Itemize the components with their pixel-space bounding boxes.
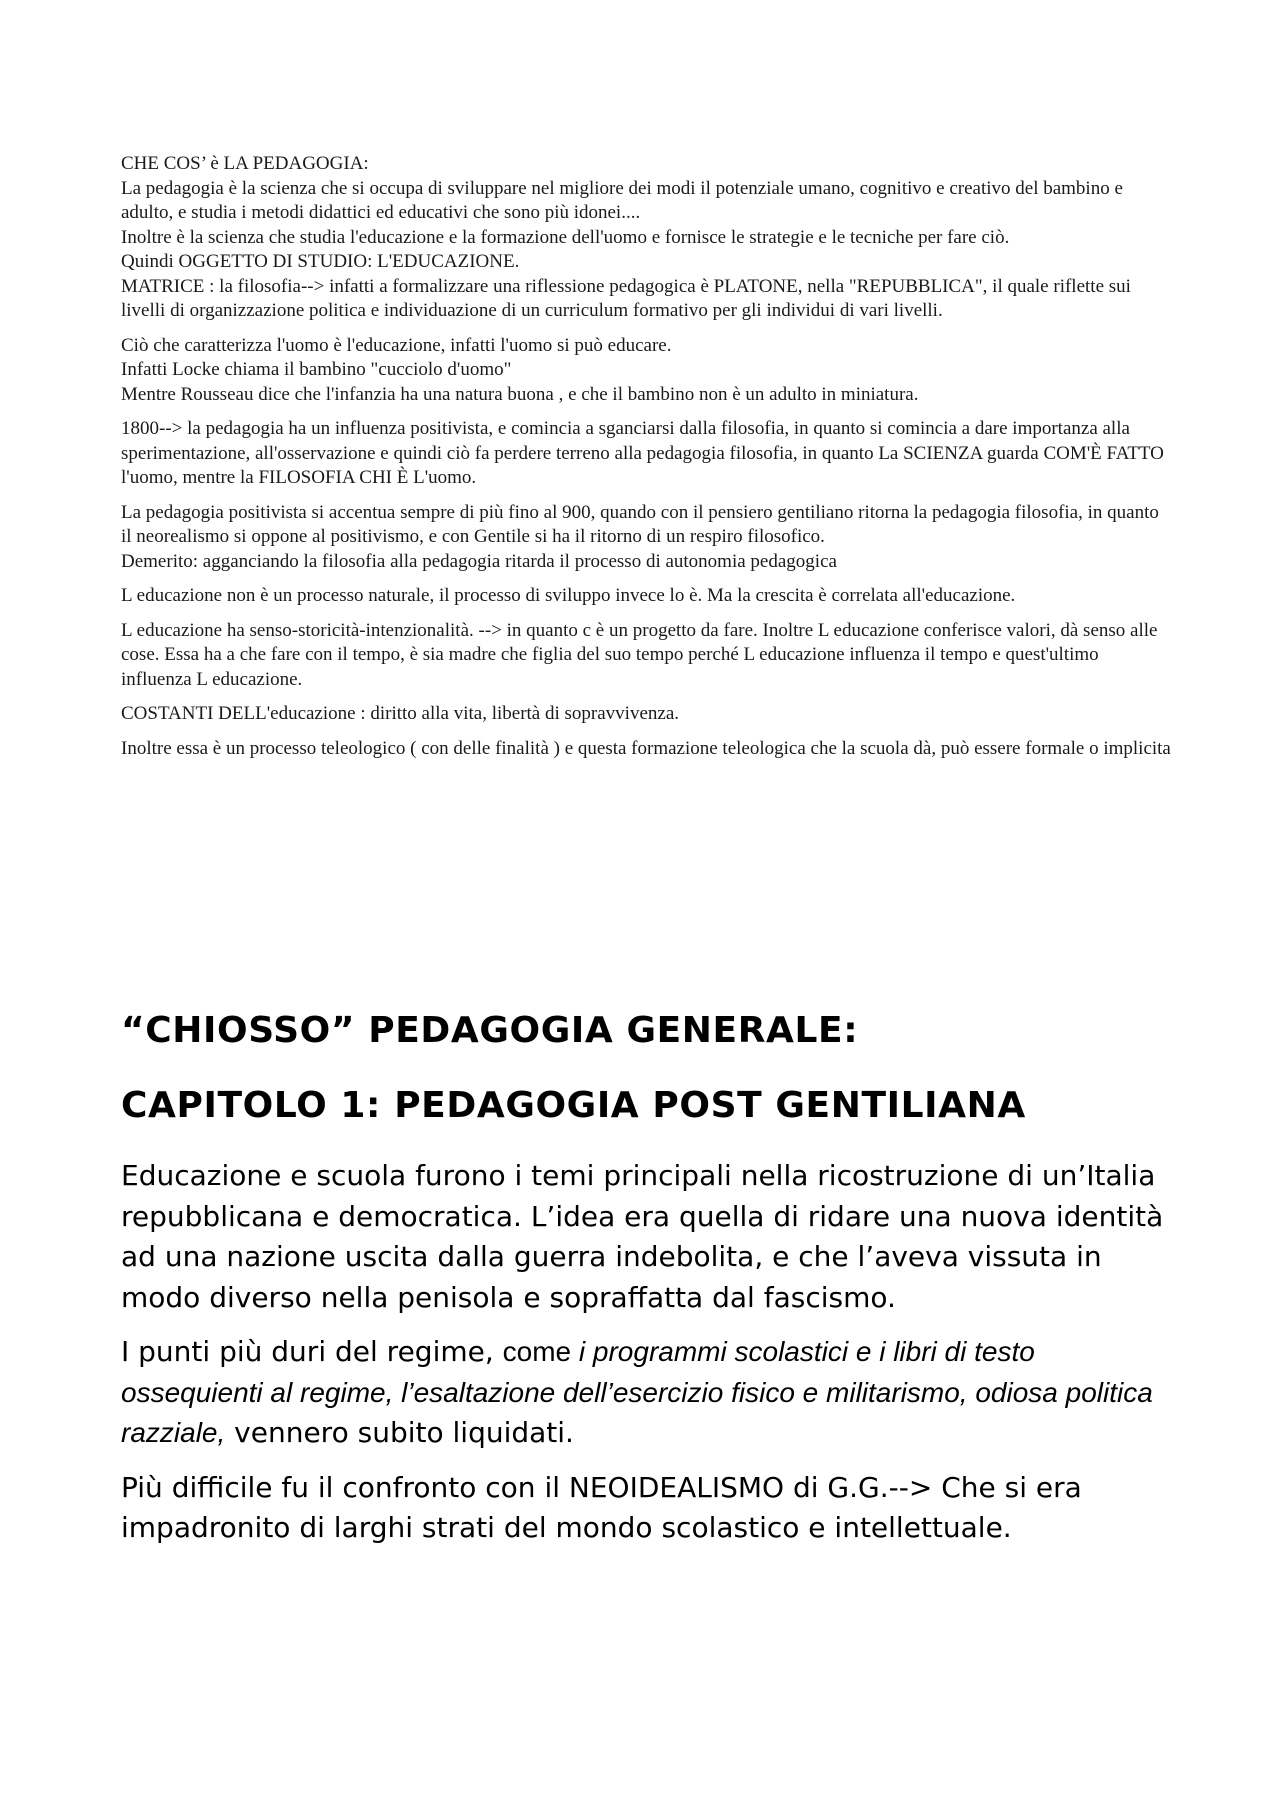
notes-paragraph: La pedagogia positivista si accentua sempre di più fino al 900, quando con il pensiero gentiliano ritorna la pedagogia filosofia, in quanto il neorealismo si oppone al positivismo, e con Gentile si ha il ritorno di un respiro filosofico.	[121, 501, 1159, 547]
notes-paragraph: 1800--> la pedagogia ha un influenza positivista, e comincia a sganciarsi dalla filosofia, in quanto si comincia a dare importanza alla sperimentazione, all'osservazione e quindi ciò fa perdere terreno alla pedagogia filosofia, in quanto La SCIENZA guarda COM'È FATTO l'uomo, mentre la FILOSOFIA CHI È L'uomo.	[121, 418, 1164, 488]
notes-paragraph: La pedagogia è la scienza che si occupa di sviluppare nel migliore dei modi il potenziale umano, cognitivo e creativo del bambino e adulto, e studia i metodi didattici ed educativi che sono più idonei....	[121, 177, 1123, 223]
notes-paragraph: COSTANTI DELL'educazione : diritto alla vita, libertà di sopravvivenza.	[121, 703, 680, 724]
notes-paragraph: Infatti Locke chiama il bambino "cucciolo d'uomo"	[121, 359, 512, 380]
chapter-paragraph	[121, 1332, 1181, 1454]
notes-paragraph: Mentre Rousseau dice che l'infanzia ha una natura buona , e che il bambino non è un adulto in miniatura.	[121, 383, 919, 405]
chapter-heading: CAPITOLO 1: PEDAGOGIA POST GENTILIANA	[121, 1085, 1026, 1126]
notes-paragraph: Inoltre essa è un processo teleologico ( con delle finalità ) e questa formazione teleologica che la scuola dà, può essere formale o implicita	[121, 737, 1171, 759]
notes-paragraph: Demerito: agganciando la filosofia alla pedagogia ritarda il processo di autonomia pedagogica	[121, 550, 837, 572]
chapter-body	[121, 1156, 1181, 1549]
notes-paragraph: Ciò che caratterizza l'uomo è l'educazione, infatti l'uomo si può educare.	[121, 334, 672, 356]
notes-paragraph: Inoltre è la scienza che studia l'educazione e la formazione dell'uomo e fornisce le strategie e le tecniche per fare ciò.	[121, 226, 1010, 248]
chapter-text: I punti più duri del regime,	[121, 1335, 503, 1368]
notes-paragraph: MATRICE : la filosofia--> infatti a formalizzare una riflessione pedagogica è PLATONE, nella "REPUBBLICA", il quale riflette sui livelli di organizzazione politica e individuazione di un curriculum formativo per gli individui di vari livelli.	[121, 275, 1131, 321]
chapter-paragraph: Educazione e scuola furono i temi principali nella ricostruzione di un’Italia repubblicana e democratica. L’idea era quella di ridare una nuova identità ad una nazione uscita dalla guerra indebolita, e che l’aveva vissuta in modo diverso nella penisola e sopraffatta dal fascismo.	[121, 1159, 1164, 1314]
chapter-text: come	[502, 1336, 579, 1367]
notes-paragraph: L educazione non è un processo naturale, il processo di sviluppo invece lo è. Ma la crescita è correlata all'educazione.	[121, 585, 1016, 606]
chapter-section	[121, 1010, 1181, 1563]
notes-paragraph: L educazione ha senso-storicità-intenzionalità. --> in quanto c è un progetto da fare. Inoltre L educazione conferisce valori, dà senso alle cose. Essa ha a che fare con il tempo, è sia madre che figlia del suo tempo perché L educazione influenza il tempo e quest'ultimo influenza L educazione.	[121, 619, 1158, 690]
chapter-italic-text: i programmi scolastici e i libri di testo ossequienti al regime, l’esaltazione dell’esercizio fisico e militarismo, odiosa politica razziale,	[121, 1336, 1153, 1448]
notes-title: CHE COS’ è LA PEDAGOGIA:	[121, 153, 369, 174]
book-heading: “CHIOSSO” PEDAGOGIA GENERALE:	[121, 1010, 859, 1051]
notes-paragraph: Quindi OGGETTO DI STUDIO: L'EDUCAZIONE.	[121, 251, 520, 272]
notes-section	[121, 152, 1171, 761]
chapter-text: vennero subito liquidati.	[225, 1416, 574, 1449]
chapter-paragraph: Più difficile fu il confronto con il NEOIDEALISMO di G.G.--> Che si era impadronito di larghi strati del mondo scolastico e intellettuale.	[121, 1470, 1082, 1544]
